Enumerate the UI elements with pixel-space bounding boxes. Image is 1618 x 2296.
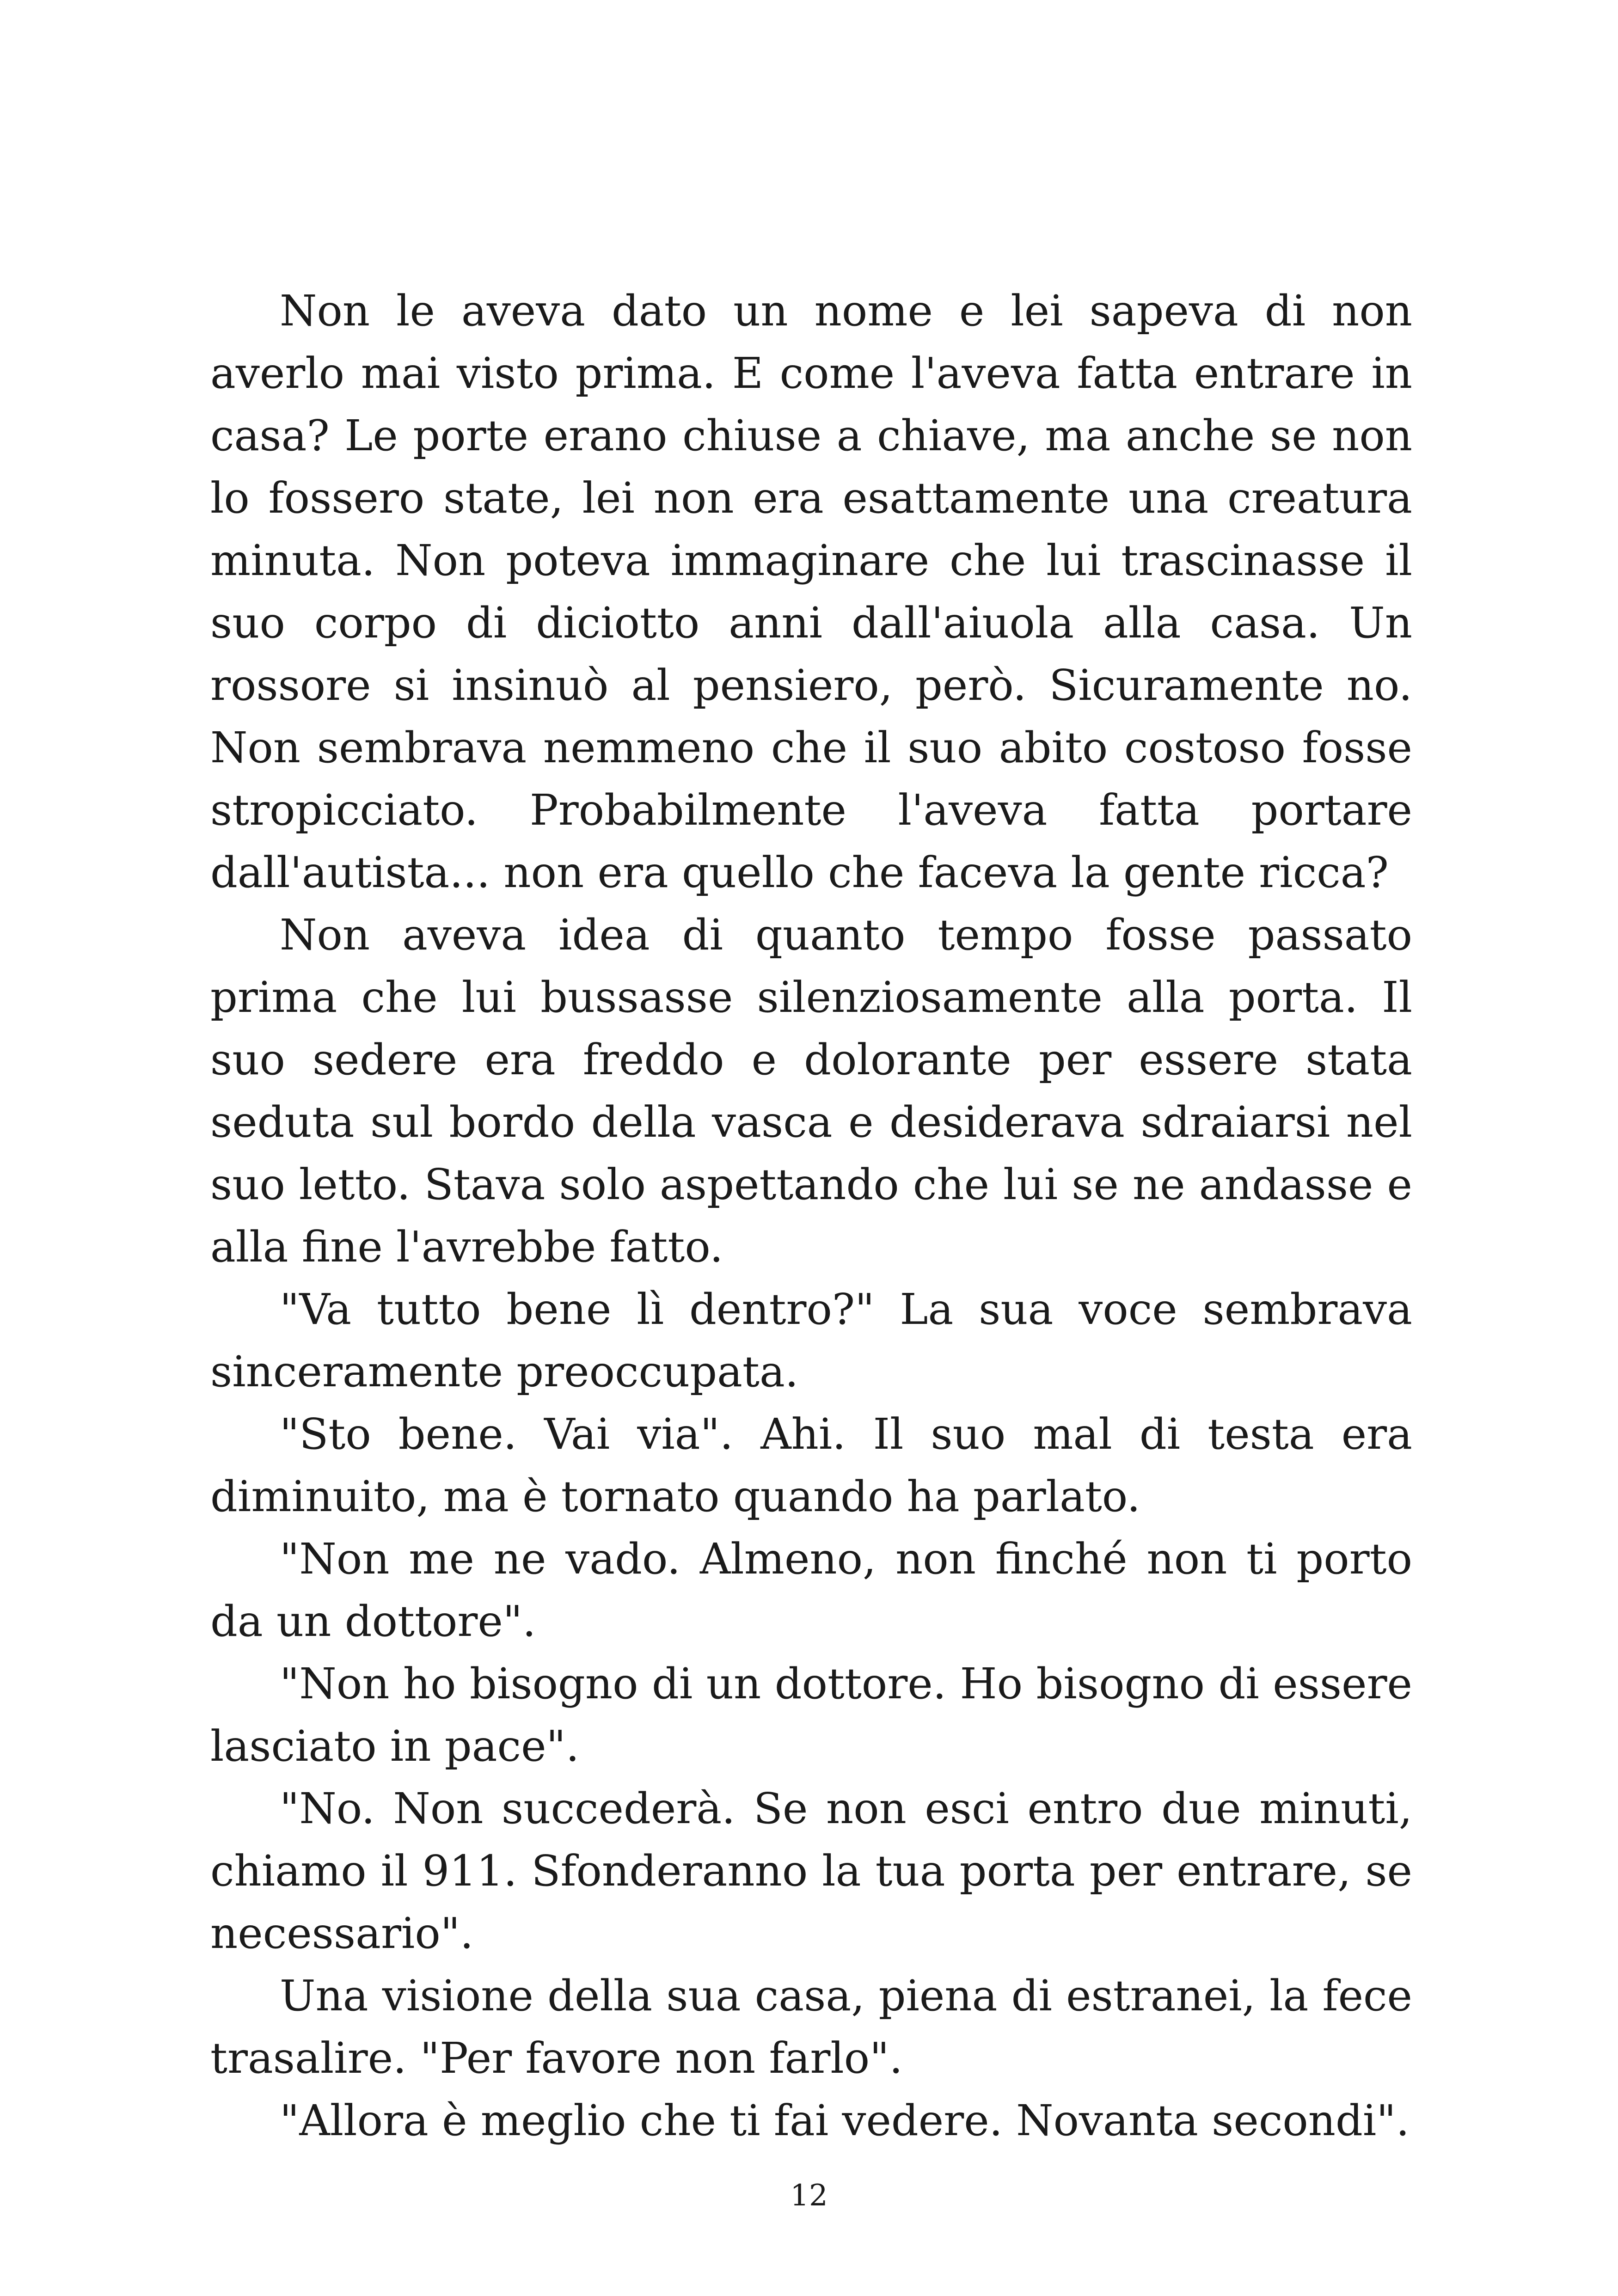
body-text — [210, 280, 1412, 2152]
paragraph: Una visione della sua casa, piena di estranei, la fece trasalire. "Per favore non farlo". — [210, 1971, 1412, 2083]
paragraph: Non aveva idea di quanto tempo fosse passato prima che lui bussasse silenziosamente alla porta. Il suo sedere era freddo e dolorante per essere stata seduta sul bordo della vasca e desiderava sdraiarsi nel suo letto. Stava solo aspettando che lui se ne andasse e alla fine l'avrebbe fatto. — [210, 910, 1412, 1272]
paragraph: "Non ho bisogno di un dottore. Ho bisogno di essere lasciato in pace". — [210, 1659, 1412, 1771]
page-number: 12 — [790, 2179, 828, 2213]
paragraph: "No. Non succederà. Se non esci entro due minuti, chiamo il 911. Sfonderanno la tua porta per entrare, se necessario". — [210, 1784, 1412, 1958]
paragraph: "Non me ne vado. Almeno, non finché non ti porto da un dottore". — [210, 1534, 1412, 1646]
paragraph: "Sto bene. Vai via". Ahi. Il suo mal di testa era diminuito, ma è tornato quando ha parlato. — [210, 1409, 1412, 1521]
paragraph: Non le aveva dato un nome e lei sapeva di non averlo mai visto prima. E come l'aveva fatta entrare in casa? Le porte erano chiuse a chiave, ma anche se non lo fossero state, lei non era esattamente una creatura minuta. Non poteva immaginare che lui trascinasse il suo corpo di diciotto anni dall'aiuola alla casa. Un rossore si insinuò al pensiero, però. Sicuramente no. Non sembrava nemmeno che il suo abito costoso fosse stropicciato. Probabilmente l'aveva fatta portare dall'autista... non era quello che faceva la gente ricca? — [210, 286, 1412, 897]
paragraph: "Allora è meglio che ti fai vedere. Novanta secondi". — [280, 2096, 1410, 2145]
paragraph: "Va tutto bene lì dentro?" La sua voce sembrava sinceramente preoccupata. — [210, 1285, 1412, 1396]
